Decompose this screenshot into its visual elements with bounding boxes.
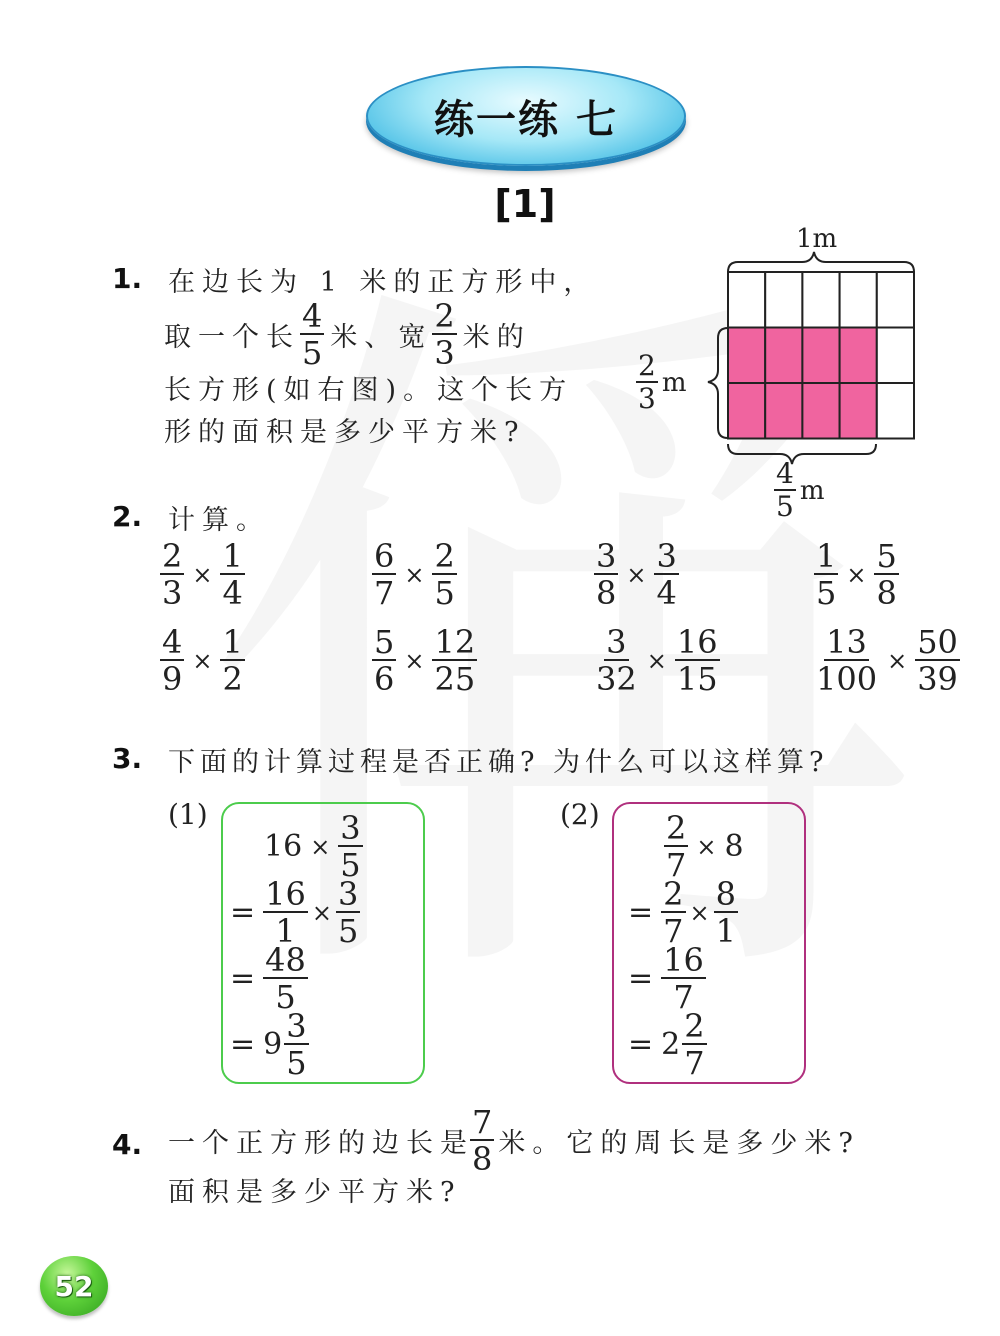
grid-cell (802, 272, 839, 328)
question-1-line-4: 形的面积是多少平方米? (164, 417, 526, 448)
question-4-line-1 (168, 1103, 860, 1178)
grid-cell (840, 272, 877, 328)
part-2-label: (2) (560, 798, 600, 831)
fraction-denominator: 5 (776, 490, 794, 523)
fraction-denominator: 3 (162, 574, 183, 612)
fraction (220, 537, 244, 612)
fraction (661, 875, 685, 950)
grid-cell (877, 328, 914, 384)
grid-cell-shaded (802, 328, 839, 384)
fraction-numerator: 16 (663, 941, 704, 979)
question-4-line-2: 面积是多少平方米? (168, 1177, 462, 1208)
unit-label: m (661, 367, 687, 398)
fraction-numerator: 1 (816, 537, 837, 575)
fraction-denominator: 8 (472, 1140, 493, 1178)
fraction (714, 875, 738, 950)
question-1-line-2-post: 米的 (462, 322, 531, 353)
question-1-line-2-pre: 取一个长 (164, 322, 300, 353)
fraction (661, 941, 706, 1016)
part-1-label: (1) (168, 798, 208, 831)
times-sign: × (192, 646, 213, 675)
fraction-numerator: 3 (340, 809, 361, 847)
integer: 16 (264, 829, 303, 864)
fraction-numerator: 13 (826, 623, 867, 661)
fraction (284, 1007, 308, 1082)
question-3-text: 下面的计算过程是否正确? 为什么可以这样算? (168, 747, 829, 778)
fraction-length (300, 297, 324, 372)
left-brace (708, 328, 728, 438)
fraction (814, 623, 879, 698)
calc-2-row-4 (628, 1007, 707, 1082)
fraction-denominator: 5 (337, 912, 359, 950)
integer: 2 (661, 1027, 681, 1062)
grid-cell-shaded (728, 328, 765, 384)
question-3-number: 3. (112, 742, 143, 775)
grid-cell (877, 383, 914, 439)
fraction-numerator: 7 (472, 1103, 493, 1141)
fraction-denominator: 2 (222, 660, 243, 698)
fraction-numerator: 12 (434, 623, 476, 661)
grid-cell (765, 272, 802, 328)
fraction (372, 623, 396, 698)
fraction-numerator: 4 (302, 297, 323, 335)
fraction-denominator: 7 (663, 912, 684, 950)
fraction (372, 537, 396, 612)
fraction (160, 623, 184, 698)
fraction-numerator: 16 (265, 875, 306, 913)
fraction-denominator: 7 (666, 846, 687, 884)
question-4-line-1-pre: 一个正方形的边长是 (168, 1128, 474, 1159)
fraction-numerator: 5 (876, 537, 897, 575)
figure-left-label (636, 349, 687, 415)
figure-top-label: 1m (796, 224, 838, 254)
times-sign: × (689, 898, 710, 927)
fraction (664, 809, 688, 884)
grid-cell-shaded (728, 383, 765, 439)
page-title: 练一练 七 (434, 96, 618, 143)
fraction-numerator: 16 (676, 623, 718, 661)
question-1-number: 1. (112, 262, 143, 295)
fraction-numerator: 2 (684, 1007, 705, 1045)
fraction-denominator: 4 (222, 574, 243, 612)
fraction-numerator: 6 (374, 537, 395, 575)
times-sign: × (192, 560, 213, 589)
q2-expression (814, 537, 899, 612)
fraction (432, 623, 477, 698)
grid-cell-shaded (765, 328, 802, 384)
fraction (160, 537, 184, 612)
page-number-badge: 52 (40, 1256, 108, 1316)
q2-expression (160, 537, 245, 612)
fraction (682, 1007, 706, 1082)
fraction-denominator: 9 (162, 660, 183, 698)
fraction-denominator: 4 (656, 574, 677, 612)
square-grid (728, 272, 914, 439)
integer: 8 (724, 829, 744, 864)
q2-expression (160, 623, 245, 698)
times-sign: × (626, 560, 647, 589)
grid-cell-shaded (802, 383, 839, 439)
fraction-numerator: 5 (374, 623, 395, 661)
fraction-denominator: 5 (434, 574, 455, 612)
fraction-denominator: 5 (275, 978, 296, 1016)
fraction-numerator: 2 (434, 297, 455, 335)
fraction-numerator: 50 (917, 623, 958, 661)
fraction-numerator: 2 (663, 875, 684, 913)
fraction-numerator: 4 (162, 623, 183, 661)
question-1-line-1: 在边长为 1 米的正方形中， (168, 267, 598, 298)
fraction-denominator: 39 (917, 660, 958, 698)
question-2-number: 2. (112, 500, 143, 533)
calc-2-row-3 (628, 941, 706, 1016)
q2-expression (594, 623, 720, 698)
equals-sign: = (628, 895, 654, 930)
integer: 9 (263, 1027, 283, 1062)
fraction (654, 537, 678, 612)
fraction-numerator: 3 (337, 875, 359, 913)
calc-2-row-1 (664, 809, 744, 884)
unit-label: m (799, 475, 825, 506)
fraction-denominator: 8 (596, 574, 617, 612)
times-sign: × (846, 560, 867, 589)
question-4-line-1-post: 米。它的周长是多少米? (498, 1128, 860, 1159)
fraction-numerator: 3 (286, 1007, 307, 1045)
equals-sign: = (628, 1027, 654, 1062)
fraction-denominator: 6 (374, 660, 395, 698)
grid-cell (728, 272, 765, 328)
fraction-numerator: 1 (222, 623, 243, 661)
title-banner (366, 66, 686, 166)
equals-sign: = (230, 1027, 256, 1062)
fraction-denominator: 1 (275, 912, 296, 950)
grid-cell-shaded (765, 383, 802, 439)
fraction-numerator: 8 (715, 875, 736, 913)
fraction (432, 537, 456, 612)
equals-sign: = (230, 895, 256, 930)
grid-cell (877, 272, 914, 328)
fraction-denominator: 7 (684, 1044, 705, 1082)
fraction-denominator: 8 (876, 574, 897, 612)
fraction-width (432, 297, 456, 372)
question-1-line-2 (164, 297, 531, 372)
times-sign: × (696, 832, 717, 861)
fraction-side (470, 1103, 494, 1178)
fraction-numerator: 1 (222, 537, 243, 575)
fraction (263, 941, 308, 1016)
calc-2-row-2 (628, 875, 738, 950)
fraction-bottom (774, 457, 796, 523)
fraction-numerator: 48 (265, 941, 306, 979)
grid-cell-shaded (840, 383, 877, 439)
fraction-denominator: 15 (676, 660, 718, 698)
fraction (814, 537, 838, 612)
fraction-denominator: 7 (374, 574, 395, 612)
fraction (874, 537, 898, 612)
fraction-denominator: 7 (673, 978, 694, 1016)
question-1-line-3: 长方形(如右图)。这个长方 (164, 375, 574, 406)
fraction-numerator: 4 (776, 457, 794, 490)
calc-1-row-1 (264, 809, 363, 884)
fraction (338, 809, 362, 884)
times-sign: × (311, 898, 332, 927)
q2-expression (594, 537, 679, 612)
fraction-denominator: 25 (434, 660, 476, 698)
calc-1-row-2 (230, 875, 360, 950)
fraction (220, 623, 244, 698)
times-sign: × (887, 646, 908, 675)
calc-1-row-4 (230, 1007, 309, 1082)
fraction-numerator: 3 (596, 537, 617, 575)
equals-sign: = (628, 961, 654, 996)
fraction-denominator: 3 (638, 382, 656, 415)
fraction-denominator: 3 (434, 334, 455, 372)
calc-1-row-3 (230, 941, 308, 1016)
fraction-numerator: 2 (434, 537, 455, 575)
fraction-denominator: 5 (816, 574, 837, 612)
times-sign: × (404, 560, 425, 589)
fraction (675, 623, 720, 698)
q2-expression (814, 623, 960, 698)
fraction-denominator: 1 (715, 912, 736, 950)
q2-expression (372, 623, 477, 698)
fraction-numerator: 2 (638, 349, 656, 382)
fraction (263, 875, 308, 950)
q2-expression (372, 537, 457, 612)
section-label: [1] (494, 182, 556, 226)
fraction-denominator: 5 (302, 334, 323, 372)
question-4-number: 4. (112, 1128, 143, 1161)
times-sign: × (646, 646, 667, 675)
top-brace (728, 252, 914, 272)
grid-cell-shaded (840, 328, 877, 384)
fraction (594, 623, 639, 698)
equals-sign: = (230, 961, 256, 996)
fraction-denominator: 100 (816, 660, 878, 698)
fraction (336, 875, 360, 950)
fraction-denominator: 32 (596, 660, 637, 698)
times-sign: × (310, 832, 331, 861)
figure-bottom-label (774, 457, 825, 523)
fraction (594, 537, 618, 612)
fraction-denominator: 5 (286, 1044, 307, 1082)
fraction-denominator: 5 (340, 846, 361, 884)
fraction-numerator: 2 (666, 809, 687, 847)
fraction-numerator: 2 (162, 537, 183, 575)
fraction-numerator: 3 (606, 623, 627, 661)
question-1-line-2-mid: 米、宽 (330, 322, 433, 353)
question-2-text: 计算。 (168, 505, 270, 536)
fraction-numerator: 3 (656, 537, 677, 575)
times-sign: × (404, 646, 425, 675)
fraction (915, 623, 960, 698)
fraction-left (636, 349, 658, 415)
